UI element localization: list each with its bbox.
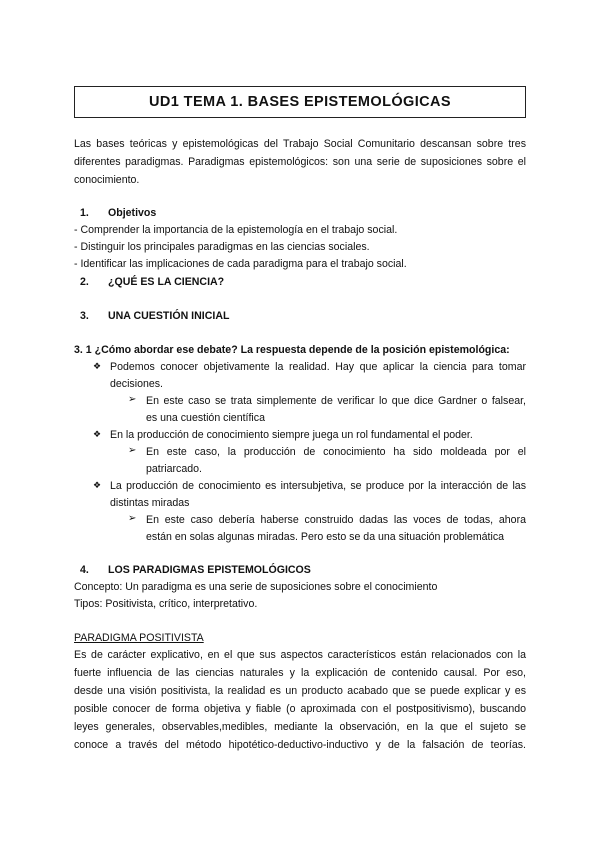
section-1-title: Objetivos (108, 207, 157, 219)
objective-item-1: - Comprender la importancia de la epistemología en el trabajo social. (74, 224, 398, 236)
arrow-bullet-icon: ➢ (128, 513, 137, 524)
section-2-number: 2. (80, 276, 89, 288)
positivista-heading: PARADIGMA POSITIVISTA (74, 632, 204, 644)
bullet-3-line-1: La producción de conocimiento es intersubjetiva, se produce por la interacción de las (110, 480, 526, 492)
arrow-bullet-icon: ➢ (128, 445, 137, 456)
positivista-line-3: desde una visión positivista, la realidad es un producto acabado que se puede explicar y es (74, 685, 526, 697)
arrow-1-line-2: es una cuestión científica (146, 412, 265, 424)
bullet-3-line-2: distintas miradas (110, 497, 190, 509)
arrow-bullet-icon: ➢ (128, 394, 137, 405)
arrow-1-line-1: En este caso se trata simplemente de verificar lo que dice Gardner o falsear, (146, 395, 526, 407)
subsection-3-1-heading: 3. 1 ¿Cómo abordar ese debate? La respuesta depende de la posición epistemológica: (74, 344, 510, 356)
diamond-bullet-icon: ❖ (93, 361, 102, 371)
objective-item-3: - Identificar las implicaciones de cada paradigma para el trabajo social. (74, 258, 407, 270)
section-2-heading (80, 275, 224, 289)
section-4-heading (80, 563, 311, 577)
section-3-number: 3. (80, 310, 89, 322)
positivista-line-6: conoce a través del método hipotético-deductivo-inductivo y de la falsación de teorías. (74, 739, 526, 751)
section-4-title: LOS PARADIGMAS EPISTEMOLÓGICOS (108, 564, 311, 576)
arrow-3-line-2: están en solas algunas miradas. Pero esto se da una situación problemática (146, 531, 505, 543)
objective-item-2: - Distinguir los principales paradigmas en las ciencias sociales. (74, 241, 370, 253)
section-4-number: 4. (80, 564, 89, 576)
intro-line-1: Las bases teóricas y epistemológicas del Trabajo Social Comunitario descansan sobre tres (74, 138, 526, 150)
bullet-1-line-1: Podemos conocer objetivamente la realidad. Hay que aplicar la ciencia para tomar (110, 361, 526, 373)
bullet-2-line-1: En la producción de conocimiento siempre juega un rol fundamental el poder. (110, 429, 473, 441)
intro-line-3: conocimiento. (74, 174, 140, 186)
tipos-line: Tipos: Positivista, crítico, interpretativo. (74, 598, 258, 610)
title-box (74, 86, 526, 118)
positivista-line-4: posible conocer de forma objetiva y fiable (o aproximada con el postpositivismo), buscando (74, 703, 526, 715)
positivista-line-5: leyes generales, observables,medibles, mediante la observación, en la que el sujeto se (74, 721, 526, 733)
bullet-1-line-2: decisiones. (110, 378, 163, 390)
document-title: UD1 TEMA 1. BASES EPISTEMOLÓGICAS (149, 94, 451, 110)
intro-line-2: diferentes paradigmas. Paradigmas epistemológicos: son una serie de suposiciones sobre el (74, 156, 526, 168)
arrow-3-line-1: En este caso debería haberse construido dadas las voces de todas, ahora (146, 514, 526, 526)
concepto-line: Concepto: Un paradigma es una serie de suposiciones sobre el conocimiento (74, 581, 438, 593)
arrow-2-line-2: patriarcado. (146, 463, 202, 475)
arrow-2-line-1: En este caso, la producción de conocimiento ha sido moldeada por el (146, 446, 526, 458)
positivista-line-2: fuerte influencia de las ciencias naturales y la explicación de contenido causal. Por eso, (74, 667, 526, 679)
section-1-heading (80, 206, 156, 220)
diamond-bullet-icon: ❖ (93, 429, 102, 439)
section-1-number: 1. (80, 207, 89, 219)
section-3-heading (80, 309, 229, 323)
section-2-title: ¿QUÉ ES LA CIENCIA? (108, 276, 225, 288)
positivista-line-1: Es de carácter explicativo, en el que sus aspectos característicos están relacionados con la (74, 649, 526, 661)
section-3-title: UNA CUESTIÓN INICIAL (108, 310, 230, 322)
diamond-bullet-icon: ❖ (93, 480, 102, 490)
